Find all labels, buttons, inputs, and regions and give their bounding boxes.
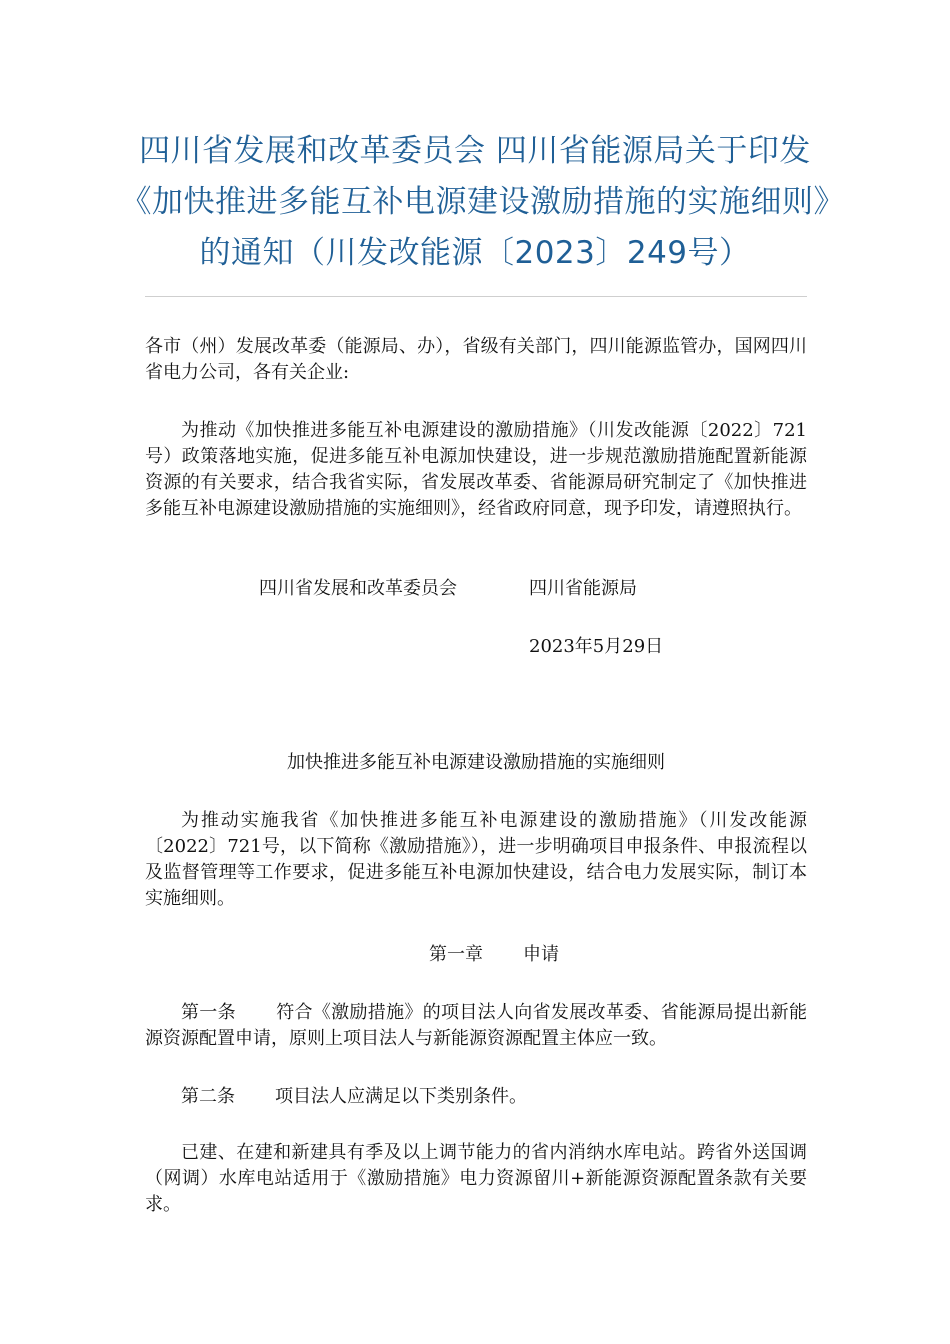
article-1-text: 符合《激励措施》的项目法人向省发展改革委、省能源局提出新能源资源配置申请，原则上项目法人与新能源资源配置主体应一致。 xyxy=(145,1002,807,1049)
document-title: 四川省发展和改革委员会 四川省能源局关于印发《加快推进多能互补电源建设激励措施的实施细则》的通知（川发改能源〔2023〕249号） xyxy=(120,133,830,271)
date-line xyxy=(145,634,807,660)
chapter-name: 申请 xyxy=(523,944,559,965)
article-2-text: 项目法人应满足以下类别条件。 xyxy=(275,1086,527,1107)
article-1-label: 第一条 xyxy=(181,1002,236,1023)
article-2-label: 第二条 xyxy=(181,1086,235,1107)
article-1 xyxy=(145,1000,807,1052)
salutation: 各市（州）发展改革委（能源局、办），省级有关部门，四川能源监管办，国网四川省电力公司，各有关企业: xyxy=(145,336,807,383)
condition-1: 已建、在建和新建具有季及以上调节能力的省内消纳水库电站。跨省外送国调（网调）水库电站适用于《激励措施》电力资源留川+新能源资源配置条款有关要求。 xyxy=(145,1142,807,1215)
issuer-line xyxy=(145,576,807,602)
issuer-energy-bureau: 四川省能源局 xyxy=(529,578,637,599)
chapter-number: 第一章 xyxy=(429,944,483,965)
title-divider xyxy=(145,296,807,297)
rules-title: 加快推进多能互补电源建设激励措施的实施细则 xyxy=(287,752,665,773)
issue-date: 2023年5月29日 xyxy=(529,636,664,657)
notice-paragraph: 为推动《加快推进多能互补电源建设的激励措施》（川发改能源〔2022〕721号）政策落地实施，促进多能互补电源加快建设，进一步规范激励措施配置新能源资源的有关要求，结合我省实际，省发展改革委、省能源局研究制定了《加快推进多能互补电源建设激励措施的实施细则》，经省政府同意，现予印发，请遵照执行。 xyxy=(145,420,807,519)
issuer-ndrc: 四川省发展和改革委员会 xyxy=(259,578,457,599)
article-2 xyxy=(145,1084,807,1110)
chapter-heading xyxy=(145,942,807,968)
rules-intro: 为推动实施我省《加快推进多能互补电源建设的激励措施》（川发改能源〔2022〕721号，以下简称《激励措施》），进一步明确项目申报条件、申报流程以及监督管理等工作要求，促进多能互补电源加快建设，结合电力发展实际，制订本实施细则。 xyxy=(145,810,807,909)
